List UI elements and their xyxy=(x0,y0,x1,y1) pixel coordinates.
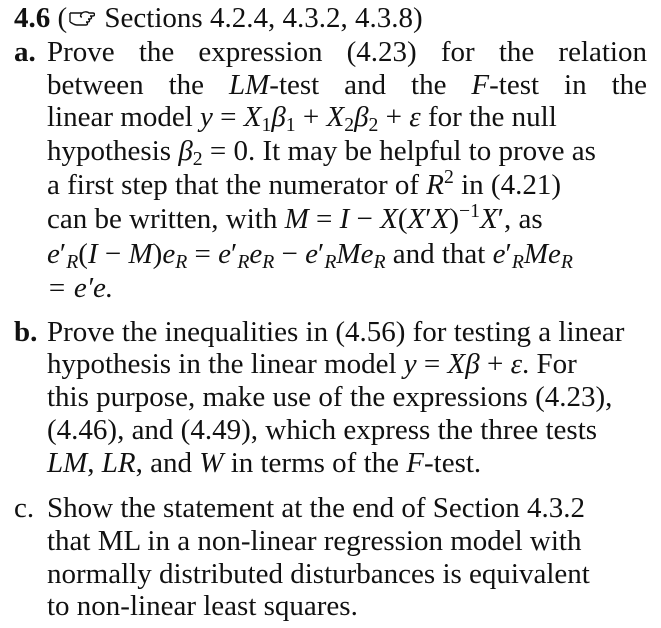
part-c-text-4: to non-linear least squares. xyxy=(47,590,358,622)
sep-2: , and xyxy=(135,447,200,479)
sep-4: -test. xyxy=(423,447,482,479)
r-squared-symbol: $R^2$ xyxy=(426,166,454,201)
section-references: Sections 4.2.4, 4.3.2, 4.3.8) xyxy=(104,2,423,34)
lr-test-term: LR xyxy=(101,447,136,479)
part-a-text-8: = e′e. xyxy=(47,272,114,304)
open-paren: ( xyxy=(57,2,68,34)
part-a-text-5b: in (4.21) xyxy=(453,169,561,201)
part-b-line-1 xyxy=(47,316,624,348)
part-a-line-7 xyxy=(47,238,573,273)
part-a-line-1 xyxy=(47,36,647,68)
lm-term: LM xyxy=(228,69,270,101)
exercise-number: 4.6 xyxy=(14,2,51,34)
beta2-symbol: $\beta_2$ xyxy=(178,135,203,170)
linear-model-formula-b: y = Xβ + ε xyxy=(403,348,522,380)
exercise-header xyxy=(14,2,423,34)
linear-model-formula: $y = X_1\beta_1 + X_2\beta_2 + \varepsilon$ xyxy=(200,101,421,136)
part-a-line-2 xyxy=(47,69,647,101)
part-c-line-4 xyxy=(47,590,358,622)
part-a-text-1: Prove the expression (4.23) for the relation xyxy=(47,36,647,68)
part-b-line-3 xyxy=(47,381,612,413)
residual-identity-formula: $e'_R(I - M)e_R = e'_Re_R - e'_RMe_R$ xyxy=(47,238,386,273)
part-a-text-2a: between the xyxy=(47,69,229,101)
sep-1: , xyxy=(87,447,102,479)
part-b-line-5 xyxy=(47,447,481,479)
part-b-text-1: Prove the inequalities in (4.56) for testing a linear xyxy=(47,316,625,348)
part-a-line-8 xyxy=(47,272,113,304)
part-a-text-3a: linear model xyxy=(47,101,201,133)
part-a-text-5a: a first step that the numerator of xyxy=(47,169,427,201)
part-b-text-3: this purpose, make use of the expressions (4.23), xyxy=(47,381,613,413)
f-test-term: F xyxy=(406,447,424,479)
part-a-text-6a: can be written, with xyxy=(47,203,285,235)
part-b-line-2 xyxy=(47,348,577,380)
w-test-term: W xyxy=(199,447,224,479)
pointing-hand-icon xyxy=(69,8,95,26)
part-a-text-2c: -test in the xyxy=(489,69,647,101)
part-b-text-2a: hypothesis in the linear model xyxy=(47,348,404,380)
part-b-text-2b: . For xyxy=(522,348,577,380)
part-b-label: b. xyxy=(14,316,38,348)
residual-term-formula: $e'_RMe_R$ xyxy=(492,238,573,273)
lm-test-term: LM xyxy=(47,447,88,479)
part-a-text-4b: = 0. It may be helpful to prove as xyxy=(202,135,596,167)
part-c-line-3 xyxy=(47,558,590,590)
part-a-line-5 xyxy=(47,166,561,201)
part-a-line-4 xyxy=(47,135,596,170)
part-a-text-2b: -test and the xyxy=(269,69,472,101)
part-a-text-4a: hypothesis xyxy=(47,135,179,167)
part-b-text-4: (4.46), and (4.49), which express the three tests xyxy=(47,414,598,446)
part-c-text-1: Show the statement at the end of Section 4.3.2 xyxy=(47,492,586,524)
part-c-label: c. xyxy=(14,492,35,524)
part-a-text-7b: and that xyxy=(385,238,493,270)
part-a-label: a. xyxy=(14,36,36,68)
part-a-line-6 xyxy=(47,200,543,235)
part-c-text-3: normally distributed disturbances is equivalent xyxy=(47,558,590,590)
part-c-line-2 xyxy=(47,525,582,557)
part-a-text-6b: , as xyxy=(504,203,543,235)
f-term: F xyxy=(471,69,490,101)
sep-3: in terms of the xyxy=(223,447,407,479)
part-c-line-1 xyxy=(47,492,585,524)
part-a-text-3b: for the null xyxy=(420,101,557,133)
projection-matrix-formula: $M = I - X(X'X)^{-1}X'$ xyxy=(284,200,505,235)
part-b-line-4 xyxy=(47,414,597,446)
part-c-text-2: that ML in a non-linear regression model with xyxy=(47,525,582,557)
part-a-line-3 xyxy=(47,101,557,136)
